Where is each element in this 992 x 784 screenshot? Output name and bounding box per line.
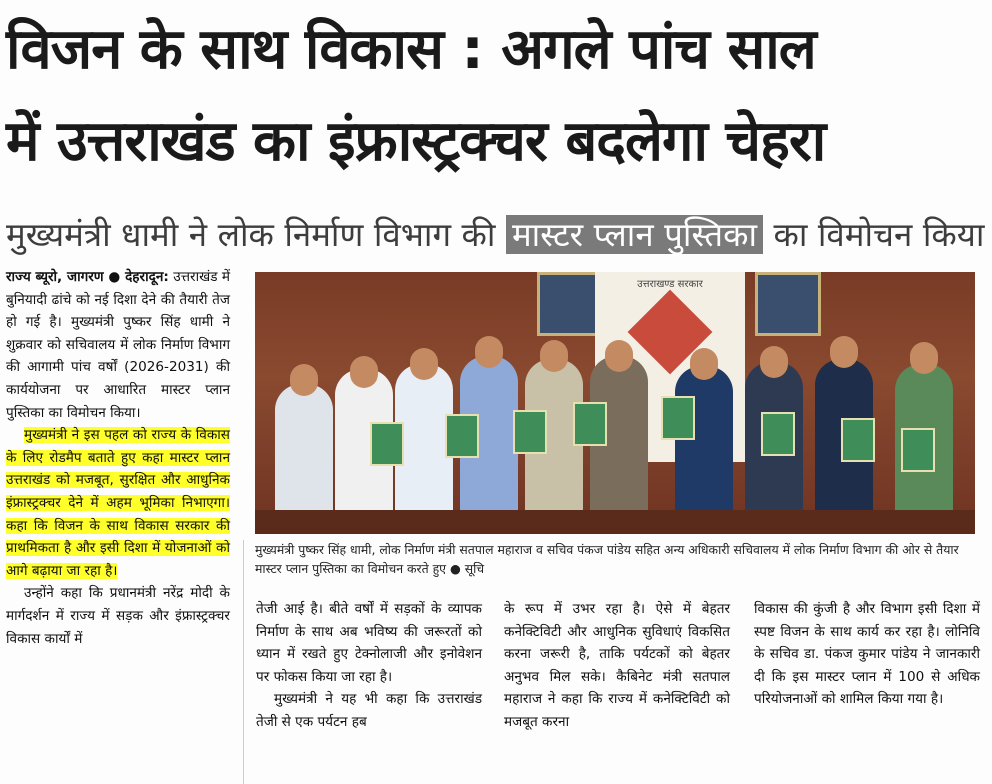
- head: [830, 336, 858, 368]
- byline: राज्य ब्यूरो, जागरण ● देहरादून:: [6, 269, 169, 285]
- headline-line-2: में उत्तराखंड का इंफ्रास्ट्रक्चर बदलेगा चेहरा: [6, 109, 826, 174]
- booklet: [841, 418, 875, 462]
- head: [410, 348, 438, 380]
- event-photo: [255, 272, 975, 534]
- col1-paragraph-3: उन्होंने कहा कि प्रधानमंत्री नरेंद्र मोदी के मार्गदर्शन में राज्य में सड़क और इंफ्रास्ट्रक्चर विकास कार्यों में: [6, 585, 230, 647]
- subheadline-before: मुख्यमंत्री धामी ने लोक निर्माण विभाग की: [6, 215, 496, 254]
- booklet: [761, 412, 795, 456]
- subheadline-after: का विमोचन किया: [773, 215, 985, 254]
- desk: [255, 510, 975, 534]
- article-column-2: [256, 598, 482, 734]
- head: [475, 336, 503, 368]
- head: [540, 340, 568, 372]
- board-text: उत्तराखण्ड सरकार: [637, 279, 703, 290]
- subheadline: [6, 210, 986, 262]
- col2-paragraph-2: मुख्यमंत्री ने यह भी कहा कि उत्तराखंड तेजी से एक पर्यटन हब: [256, 691, 482, 730]
- portrait-frame-left: [537, 272, 603, 336]
- head: [760, 346, 788, 378]
- col4-paragraph-1: विकास की कुंजी है और विभाग इसी दिशा में स्पष्ट विजन के साथ कार्य कर रहा है। लोनिवि के सचिव डा. पंकज कुमार पांडेय ने जानकारी दी कि इस मास्टर प्लान में 100 से अधिक परियोजनाओं को शामिल किया गया है।: [754, 601, 980, 708]
- head: [605, 340, 633, 372]
- column-divider: [243, 540, 244, 784]
- col3-paragraph-1: के रूप में उभर रहा है। ऐसे में बेहतर कनेक्टिविटी और आधुनिक सुविधाएं विकसित करना जरूरी है, ताकि पर्यटकों को बेहतर अनुभव मिल सके। कैबिनेट मंत्री सतपाल महाराज ने कहा कि राज्य में कनेक्टिविटी को मजबूत करना: [504, 601, 730, 730]
- person: [675, 366, 733, 534]
- col1-paragraph-1: उत्तराखंड में बुनियादी ढांचे को नई दिशा देने की तैयारी तेज हो गई है। मुख्यमंत्री पुष्कर सिंह धामी ने शुक्रवार को सचिवालय में लोक निर्माण विभाग की आगामी पांच वर्षों (2026-2031) की कार्ययोजना पर आधारित मास्टर प्लान पुस्तिका का विमोचन किया।: [6, 269, 230, 421]
- article-column-4: [754, 598, 980, 711]
- photo-caption: मुख्यमंत्री पुष्कर सिंह धामी, लोक निर्माण मंत्री सतपाल महाराज व सचिव पंकज पांडेय सहित अन्य अधिकारी सचिवालय में लोक निर्माण विभाग की ओर से तैयार मास्टर प्लान पुस्तिका का विमोचन करते हुए ● सूचि: [255, 542, 959, 576]
- booklet: [370, 422, 404, 466]
- booklet: [445, 414, 479, 458]
- headline-line-1: विजन के साथ विकास : अगले पांच साल: [6, 17, 816, 82]
- portrait-frame-right: [755, 272, 821, 336]
- booklet: [513, 410, 547, 454]
- head: [690, 348, 718, 380]
- article-column-3: [504, 598, 730, 734]
- col1-highlighted-paragraph: मुख्यमंत्री ने इस पहल को राज्य के विकास के लिए रोडमैप बताते हुए कहा मास्टर प्लान उत्तराखंड को मजबूत, सुरक्षित और आधुनिक इंफ्रास्ट्रक्चर देने में अहम भूमिका निभाएगा। कहा कि विजन के साथ विकास सरकार की प्राथमिकता है और इसी दिशा में योजनाओं को आगे बढ़ाया जा रहा है।: [6, 427, 230, 579]
- col2-paragraph-1: तेजी आई है। बीते वर्षों में सड़कों के व्यापक निर्माण के साथ अब भविष्य की जरूरतों को ध्यान में रखते हुए टेक्नोलाजी और इनोवेशन पर फोकस किया जा रहा है।: [256, 601, 482, 685]
- head: [350, 356, 378, 388]
- head: [910, 342, 938, 374]
- head: [290, 364, 318, 396]
- booklet: [901, 428, 935, 472]
- booklet: [573, 402, 607, 446]
- booklet: [661, 396, 695, 440]
- subheadline-highlight: मास्टर प्लान पुस्तिका: [506, 215, 763, 254]
- article-column-1: [6, 266, 230, 650]
